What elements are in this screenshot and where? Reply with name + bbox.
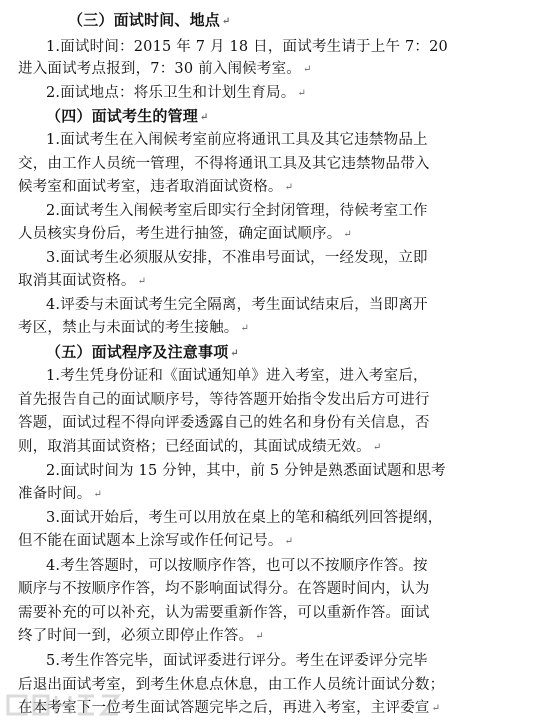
paragraph-line (18, 675, 444, 695)
paragraph-line (18, 224, 352, 245)
section-heading (46, 342, 239, 364)
paragraph-mark-icon: ↵ (93, 489, 103, 500)
paragraph-line (46, 366, 428, 386)
paragraph-mark-icon: ↵ (302, 64, 312, 75)
section-heading (46, 106, 209, 128)
paragraph-line (18, 579, 430, 599)
paragraph-line (46, 248, 428, 268)
paragraph-line (18, 698, 440, 719)
paragraph-mark-icon: ↵ (343, 229, 352, 240)
line-text: 4.评委与未面试考生完全隔离，考生面试结束后，当即离开 (46, 297, 428, 313)
paragraph-line (18, 318, 249, 339)
line-text: （三）面试时间、地点 (68, 11, 221, 29)
paragraph-line (18, 484, 102, 505)
line-text: 候考室和面试考室，违者取消面试资格。 (18, 179, 283, 195)
paragraph-line (46, 37, 448, 57)
paragraph-mark-icon: ↵ (255, 631, 264, 642)
line-text: （五）面试程序及注意事项 (46, 343, 229, 361)
paragraph-mark-icon: ↵ (200, 112, 209, 123)
paragraph-line (18, 177, 293, 198)
paragraph-line (18, 531, 293, 552)
line-text: 首先报告自己的面试顺序号，等待答题开始指令发出后方可进行 (18, 392, 430, 408)
line-text: 准备时间。 (18, 486, 92, 502)
paragraph-mark-icon: ↵ (137, 276, 147, 287)
paragraph-line (18, 626, 264, 647)
paragraph-line (46, 556, 428, 576)
line-text: 顺序与不按顺序作答，均不影响面试得分。在答题时间内，认为 (18, 581, 430, 597)
paragraph-mark-icon: ↵ (240, 323, 250, 334)
line-text: 取消其面试资格。 (18, 273, 136, 289)
paragraph-mark-icon: ↵ (431, 703, 441, 714)
paragraph-line (18, 603, 430, 623)
paragraph-mark-icon: ↵ (372, 442, 382, 453)
line-text: 答题，面试过程不得向评委透露自己的姓名和身份有关信息，否 (18, 415, 430, 431)
section-heading (68, 10, 231, 32)
paragraph-line (46, 508, 442, 528)
line-text: 在本考室下一位考生面试答题完毕之后，再进入考室，主评委宣 (18, 700, 430, 716)
line-text: 但不能在面试题本上涂写或作任何记号。 (18, 533, 283, 549)
paragraph-line (18, 390, 430, 410)
paragraph-mark-icon: ↵ (297, 88, 307, 99)
line-text: 终了时间一到，必须立即停止作答。 (18, 628, 254, 644)
paragraph-line (46, 201, 428, 221)
line-text: 3.面试开始后，考生可以用放在桌上的笔和稿纸列回答提纲， (46, 510, 443, 526)
paragraph-mark-icon: ↵ (222, 16, 231, 27)
line-text: 进入面试考点报到，7：30 前入闱候考室。 (18, 61, 301, 77)
paragraph-line (46, 295, 428, 315)
line-text: 需要补充的可以补充，认为需要重新作答，可以重新作答。面试 (18, 605, 430, 621)
line-text: 则，取消其面试资格；已经面试的，其面试成绩无效。 (18, 439, 371, 455)
paragraph-line (18, 437, 381, 458)
line-text: 2.面试考生入闱候考室后即实行全封闭管理，待候考室工作 (46, 203, 428, 219)
paragraph-line (18, 413, 430, 433)
line-text: 3.面试考生必须服从安排，不准串号面试，一经发现，立即 (46, 250, 428, 266)
paragraph-mark-icon: ↵ (284, 536, 294, 547)
line-text: 交，由工作人员统一管理，不得将通讯工具及其它违禁物品带入 (18, 156, 430, 172)
paragraph-line (46, 83, 306, 104)
line-text: 考区，禁止与未面试的考生接触。 (18, 320, 239, 336)
line-text: 后退出面试考室，到考生休息点休息，由工作人员统计面试分数； (18, 677, 445, 693)
line-text: 1.面试时间：2015 年 7 月 18 日，面试考生请于上午 7：20 (46, 39, 448, 55)
paragraph-line (18, 271, 146, 292)
paragraph-line (18, 154, 430, 174)
line-text: 2.面试地点：将乐卫生和计划生育局。 (46, 85, 296, 101)
line-text: 5.考生作答完毕，面试评委进行评分。考生在评委评分完毕 (46, 653, 428, 669)
paragraph-line (18, 59, 312, 80)
paragraph-mark-icon: ↵ (230, 348, 239, 359)
paragraph-line (46, 130, 428, 150)
paragraph-line (46, 461, 446, 481)
paragraph-line (46, 651, 428, 671)
line-text: 1.考生凭身份证和《面试通知单》进入考室，进入考室后， (46, 368, 428, 384)
paragraph-mark-icon: ↵ (284, 182, 294, 193)
line-text: （四）面试考生的管理 (46, 107, 199, 125)
line-text: 1.面试考生在入闱候考室前应将通讯工具及其它违禁物品上 (46, 132, 428, 148)
line-text: 4.考生答题时，可以按顺序作答，也可以不按顺序作答。按 (46, 558, 428, 574)
line-text: 人员核实身份后，考生进行抽签，确定面试顺序。 (18, 226, 342, 242)
line-text: 2.面试时间为 15 分钟，其中，前 5 分钟是熟悉面试题和思考 (46, 463, 446, 479)
